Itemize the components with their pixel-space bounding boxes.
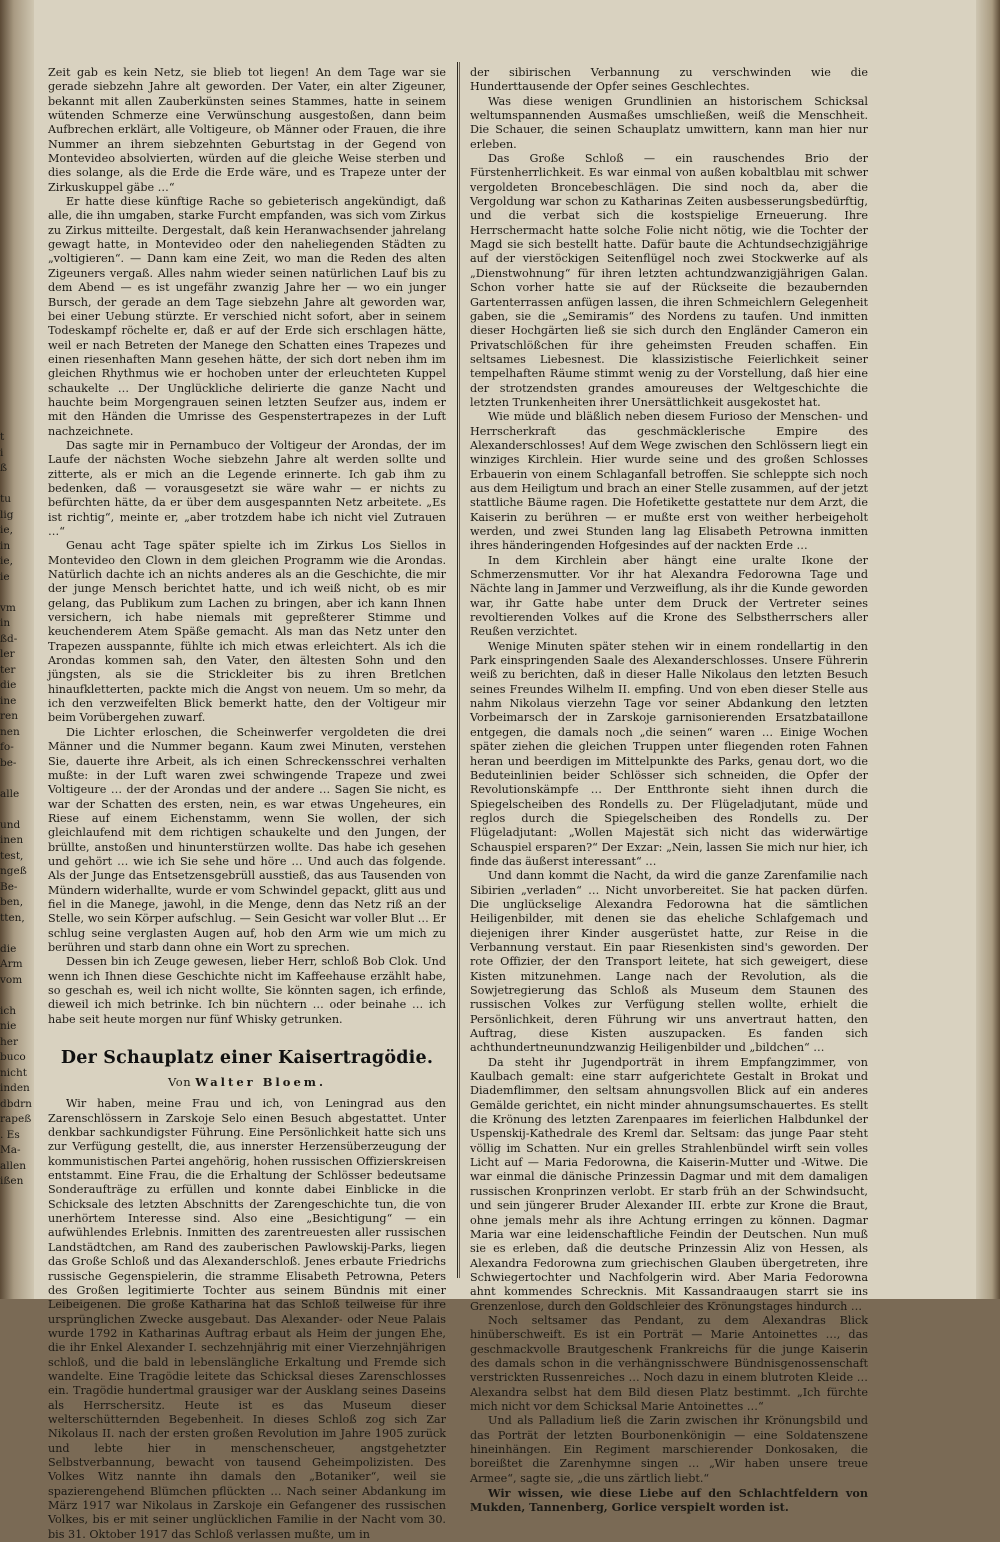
margin-fragment: ie, [0, 555, 13, 567]
margin-fragment: die [0, 942, 17, 955]
paragraph: Und als Palladium ließ die Zarin zwischen ihr Krönungsbild und das Porträt der letzten Bourbonenkönigin — eine Soldatenszene hineinhängen. Ein Regiment marschierender Donkosaken, die boreißtet die Zarenhymne singen … „Wir haben unsere treue Armee“, sagte sie, „die uns zärtlich liebt.“ [470, 1414, 868, 1485]
margin-fragment: die [0, 679, 17, 691]
margin-fragment: her [0, 1035, 18, 1048]
margin-fragment: t [0, 431, 5, 443]
margin-fragment: lig [0, 508, 14, 521]
paragraph: Er hatte diese künftige Rache so gebieterisch angekündigt, daß alle, die ihn umgaben, starke Furcht empfanden, was sich vom Zirkus zu Zirkus mitteilte. Dergestalt, daß kein Heranwachsender jahrelang gewagt hatte, in Montevideo oder den naheliegenden Städten zu „voltigieren“. — Dann kam eine Zeit, wo man die Reden des alten Zigeuners vergaß. Alles nahm wieder seinen natürlichen Lauf bis zu dem Abend — es ist ungefähr zwanzig Jahre her — wo ein junger Bursch, der gerade an dem Tage siebzehn Jahre alt geworden war, bei einer Uebung stürzte. Er verschied nicht sofort, aber in seinem Todeskampf röchelte er, daß er auf der Erde sich erschlagen hätte, weil er nach Betreten der Manege den Schatten eines Trapezes und einen riesenhaften Mann gesehen hätte, der sich dort neben ihm im gleichen Rhythmus wie er hochoben unter der erleuchteten Kuppel schaukelte … Der Unglückliche delirierte die ganze Nacht und hauchte beim Morgengrauen seinen letzten Seufzer aus, indem er mit den Händen die Umrisse des Gespenstertrapezes in der Luft nachzeichnete. [48, 195, 446, 438]
margin-fragment [0, 771, 30, 787]
paragraph: Da steht ihr Jugendporträt in ihrem Empfangzimmer, von Kaulbach gemalt: eine starr aufgerichtete Gestalt in Brokat und Diademflimmer, den seltsam ahnungsvollen Blick auf ein anderes Gemälde gerichtet, ein nicht minder ahnungsumschauertes. Es stellt die Krönung des letzten Zarenpaares im feierlichen Halbdunkel der Uspenskij-Kathedrale des Kreml dar. Seltsam: das junge Paar steht völlig im Schatten. Nur ein grelles Strahlenbündel wirft sein volles Licht auf — Maria Fedorowna, die Kaiserin-Mutter und -Witwe. Die war einmal die dänische Prinzessin Dagmar und mit dem damaligen russischen Kronprinzen verlobt. Er starb früh an der Schwindsucht, und sein jüngerer Bruder Alexander III. erbte zur Krone die Braut, ohne jemals mehr als ihre Achtung erringen zu können. Dagmar Maria war eine leidenschaftliche Feindin der Deutschen. Nun muß sie es erleben, daß die deutsche Prinzessin Aliz von Hessen, als Alexandra Fedorowna zum griechischen Glauben übergetreten, ihre Schwiegertochter und Nachfolgerin wird. Aber Maria Fedorowna ahnt kommendes Schrecknis. Mit Kassandraaugen starrt sie ins Grenzenlose, durch den Goldschleier des Krönungstages hindurch … [470, 1055, 868, 1313]
margin-fragment: ie [0, 570, 10, 583]
previous-page-fragments [0, 430, 30, 1290]
margin-fragment: nen [0, 725, 20, 738]
paragraph: Das Große Schloß — ein rauschendes Brio der Fürstenherrlichkeit. Es war einmal von außen kobaltblau mit schwer vergoldeten Broncebeschlägen. Die sind noch da, aber die Vergoldung war schon zu Katharinas Zeiten ausbesserungsbedürftig, und die verbat sich die kostspielige Erneuerung. Ihre Herrschermacht hatte solche Folie nicht nötig, wie die Tochter der Magd sie sich bestellt hatte. Dafür baute die Achtundsechzigjährige auf der vierstöckigen Seitenflügel noch zwei Stockwerke auf als „Dienstwohnung“ für ihren letzten achtundzwanzigjährigen Galan. Schon vorher hatte sie auf der Rückseite die bezaubernden Gartenterrassen anfügen lassen, die ihren Schmeichlern Gelegenheit gaben, sie die „Semiramis“ des Nordens zu taufen. Und inmitten dieser Hochgärten ließ sie sich durch den Engländer Cameron ein Privatschlößchen für ihre geheimsten Freuden schaffen. Ein seltsames Liebesnest. Die klassizistische Feierlichkeit seiner tempelhaften Räume stimmt wenig zu der Vorstellung, daß hier eine der strotzendsten grandes amoureuses der Weltgeschichte die letzten Trunkenheiten ihrer Unersättlichkeit ausgekostet hat. [470, 152, 868, 409]
article-headline: Der Schauplatz einer Kaisertragödie. [60, 1048, 434, 1069]
margin-fragment [0, 988, 30, 1004]
margin-fragment: ßd- [0, 632, 18, 645]
margin-fragment: ren [0, 710, 18, 722]
margin-fragment: inden [0, 1082, 30, 1094]
right-column [470, 66, 868, 1515]
paragraph: Wie müde und bläßlich neben diesem Furioso der Menschen- und Herrscherkraft das geschmäcklerische Empire des Alexanderschlosses! Auf dem Wege zwischen den Schlössern liegt ein winziges Kirchlein. Hier wurde seine und des großen Schlosses Erbauerin von einem Schlaganfall betroffen. Sie schleppte sich noch aus dem Heiligtum und brach an einer Stelle zusammen, auf der jetzt stattliche Bäume ragen. Die Hofetikette gestattete nur dem Arzt, die Kaiserin zu berühren — er mußte erst von weither herbeigeholt werden, und zwei Stunden lang lag Elisabeth Petrowna inmitten ihres händeringenden Hofgesindes auf der nackten Erde … [470, 410, 868, 553]
paragraph: Zeit gab es kein Netz, sie blieb tot liegen! An dem Tage war sie gerade siebzehn Jahre alt geworden. Der Vater, ein alter Zigeuner, bekannt mit allen Zauberkünsten seines Stammes, hatte in seinem wütenden Schmerze eine Verwünschung ausgestoßen, dann beim Aufbrechen erklärt, alle Voltigeure, ob Männer oder Frauen, die ihre Nummer an ihrem siebzehnten Geburtstag in der Gegend von Montevideo absolvierten, würden auf die gleiche Weise sterben und dies solange, als die Erde die Erde wäre, und es Trapeze unter der Zirkuskuppel gäbe …“ [48, 66, 446, 194]
margin-fragment: ngeß [0, 865, 27, 877]
margin-fragment: buco [0, 1051, 26, 1063]
column-rule [457, 62, 458, 1278]
margin-fragment: ie, [0, 524, 13, 536]
paragraph: Wenige Minuten später stehen wir in einem rondellartig in den Park einspringenden Saale des Alexanderschlosses. Unsere Führerin weiß zu berichten, daß in dieser Halle Nikolaus den letzten Besuch seines Freundes Wilhelm II. empfing. Und von eben dieser Stelle aus nahm Nikolaus vierzehn Tage vor seiner Abdankung den letzten Vorbeimarsch der in Zarskoje garnisonierenden Ersatzbataillone entgegen, die damals noch „die seinen“ waren … Einige Wochen später ziehen die gleichen Truppen unter fliegenden roten Fahnen heran und beerdigen im Mittelpunkte des Parks, genau dort, wo die Beduteinlinien beider Schlösser sich schneiden, die Opfer der Revolutionskämpfe … Der Entthronte sieht ihnen durch die Spiegelscheiben des Rondells zu. Der Flügeladjutant, müde und reglos durch die Spiegelscheiben des Rondells zu. Der Flügeladjutant: „Wollen Majestät sich nicht das widerwärtige Schauspiel ersparen?“ Der Exzar: „Nein, lassen Sie mich nur hier, ich finde das äußerst interessant“ … [470, 639, 868, 868]
margin-fragment: ler [0, 648, 15, 660]
margin-fragment: ißen [0, 1175, 24, 1187]
margin-fragment: Ma- [0, 1144, 21, 1156]
margin-fragment: dbdrn [0, 1097, 32, 1110]
paragraph: Noch seltsamer das Pendant, zu dem Alexandras Blick hinüberschweift. Es ist ein Porträt — Marie Antoinettes …, das geschmackvolle Brautgeschenk Frankreichs für die junge Kaiserin des damals schon in die verhängnisschwere Bündnisgenossenschaft verstrickten Russenreiches … Noch dazu in einem blutroten Kleide … Alexandra selbst hat dem Bild diesen Platz bestimmt. „Ich fürchte mich nicht vor dem Schicksal Marie Antoinettes …“ [470, 1313, 868, 1413]
margin-fragment: alle [0, 787, 20, 800]
margin-fragment: tu [0, 493, 11, 505]
margin-fragment: i [0, 446, 4, 459]
margin-fragment [0, 802, 30, 818]
margin-fragment: Arm [0, 958, 23, 970]
column-rule-shadow [459, 62, 460, 1278]
margin-fragment: be- [0, 756, 17, 769]
margin-fragment: nie [0, 1020, 17, 1032]
margin-fragment [0, 477, 30, 493]
paragraph: Wir wissen, wie diese Liebe auf den Schlachtfeldern von Mukden, Tannenberg, Gorlice verspielt worden ist. [470, 1486, 868, 1515]
margin-fragment: in [0, 617, 11, 629]
byline-prefix: Von [168, 1075, 192, 1090]
margin-fragment: test, [0, 849, 24, 862]
paragraph: In dem Kirchlein aber hängt eine uralte Ikone der Schmerzensmutter. Vor ihr hat Alexandra Fedorowna Tage und Nächte lang in Jammer und Verzweiflung, als ihr die Kunde geworden war, ihr Gatte habe unter dem Druck der Vertreter seines revoltierenden Volkes auf die Krone des Selbstherrschers aller Reußen verzichtet. [470, 553, 868, 639]
margin-fragment: ter [0, 663, 16, 676]
margin-fragment [0, 926, 30, 942]
margin-fragment: allen [0, 1159, 26, 1172]
byline-author: Walter Bloem. [195, 1075, 326, 1090]
paragraph: der sibirischen Verbannung zu verschwinden wie die Hunderttausende der Opfer seines Geschlechtes. [470, 66, 868, 94]
margin-fragment: rapeß [0, 1113, 32, 1125]
margin-fragment: vm [0, 601, 16, 614]
margin-fragment: ich [0, 1004, 17, 1017]
margin-fragment: ß [0, 462, 8, 474]
paragraph: Dessen bin ich Zeuge gewesen, lieber Herr, schloß Bob Clok. Und wenn ich Ihnen diese Geschichte nicht im Kaffeehause erzählt habe, so geschah es, weil ich nicht wollte, Sie könnten sagen, ich erfinde, dieweil ich mich betrinke. Ich bin nüchtern … oder beinahe … ich habe seit heute morgen nur fünf Whisky getrunken. [48, 955, 446, 1026]
left-column [48, 66, 446, 1542]
margin-fragment: tten, [0, 911, 25, 924]
margin-fragment: in [0, 539, 11, 552]
margin-fragment: Be- [0, 880, 18, 893]
margin-fragment: vom [0, 973, 23, 986]
article-byline [48, 1075, 446, 1089]
margin-fragment: und [0, 818, 21, 831]
paragraph: Was diese wenigen Grundlinien an historischem Schicksal weltumspannenden Ausmaßes umschließen, weiß die Menschheit. Die Schauer, die seinen Schauplatz umwittern, kann man hier nur erleben. [470, 94, 868, 151]
page-edge [976, 0, 1000, 1299]
paragraph: Das sagte mir in Pernambuco der Voltigeur der Arondas, der im Laufe der nächsten Woche siebzehn Jahre alt werden sollte und zitterte, als er mich an die Legende erinnerte. Ich gab ihm zu bedenken, daß — vorausgesetzt sie wäre wahr — er nichts zu befürchten hätte, da er über dem ausgespannten Netz arbeitete. „Es ist richtig“, meinte er, „aber trotzdem habe ich nicht viel Zutrauen …“ [48, 438, 446, 538]
margin-fragment: nicht [0, 1066, 27, 1079]
margin-fragment: . Es [0, 1128, 20, 1141]
margin-fragment: ine [0, 694, 17, 707]
paragraph: Genau acht Tage später spielte ich im Zirkus Los Siellos in Montevideo den Clown in dem gleichen Programm wie die Arondas. Natürlich dachte ich an nichts anderes als an die Geschichte, die mir der junge Mensch berichtet hatte, und ich weiß nicht, ob es mir gelang, das Publikum zum Lachen zu bringen, aber ich kann Ihnen versichern, ich habe niemals mit gepreßterer Stimme und keuchenderem Atem Späße gemacht. Als man das Netz unter den Trapezen ausspannte, fühlte ich mich etwas erleichtert. Als ich die Arondas kommen sah, den Vater, den ältesten Sohn und den jüngsten, als sie die Strickleiter bis zu ihren Bretlchen hinaufkletterten, packte mich die Angst von neuem. Um so mehr, da ich den verzweifelten Blick bemerkt hatte, den der Voltigeur mir beim Vorübergehen zuwarf. [48, 539, 446, 725]
paragraph: Und dann kommt die Nacht, da wird die ganze Zarenfamilie nach Sibirien „verladen“ … Nicht unvorbereitet. Sie hat packen dürfen. Die unglückselige Alexandra Fedorowna hat die sämtlichen Heiligenbilder, mit denen sie das eheliche Schlafgemach und diejenigen ihrer Kinder ausgerüstet hatte, zur Reise in die Verbannung verstaut. Ein paar Riesenkisten sind's geworden. Der rote Offizier, der den Transport leitete, hat sich geweigert, diese Kisten mitzunehmen. Lange nach der Revolution, als die Sowjetregierung das Schloß als Museum dem Staunen des russischen Volkes zur Verfügung stellen wollte, erhielt die Persönlichkeit, deren Führung wir uns anvertraut hatten, den Auftrag, diese Kisten auszupacken. Es fanden sich achthundertneunundzwanzig Heiligenbilder und „bildchen“ … [470, 869, 868, 1055]
margin-fragment: inen [0, 834, 24, 846]
margin-fragment [0, 585, 30, 601]
paragraph: Die Lichter erloschen, die Scheinwerfer vergoldeten die drei Männer und die Nummer begann. Kaum zwei Minuten, verstehen Sie, dauerte ihre Arbeit, als ich einen Schreckensschrei verhalten mußte: in der Luft waren zwei schwingende Trapeze und zwei Voltigeure … der der Arondas und der andere … Sagen Sie nicht, es war der Schatten des ersten, nein, es war etwas Ungeheures, ein Riese auf einem Eichenstamm, wenn Sie wollen, der sich gleichlaufend mit dem richtigen schaukelte und den Jungen, der brüllte, anstoßen und hinunterstürzen wollte. Das habe ich gesehen und gehört … wie ich Sie sehe und höre … Und auch das folgende. Als der Junge das Entsetzensgebrüll ausstieß, das aus Tausenden von Mündern widerhallte, wurde er vom Schwindel gepackt, glitt aus und fiel in die Manege, jawohl, in die Menge, denn das Netz riß an der Stelle, wo sein Körper aufschlug. — Sein Gesicht war voller Blut … Er schlug seine verglasten Augen auf, hob den Arm wie um mich zu berühren und starb dann ohne ein Wort zu sprechen. [48, 725, 446, 954]
margin-fragment: ben, [0, 896, 24, 908]
paragraph: Wir haben, meine Frau und ich, von Leningrad aus den Zarenschlössern in Zarskoje Selo einen Besuch abgestattet. Unter denkbar sachkundigster Führung. Eine Persönlichkeit hatte sich uns zur Verfügung gestellt, die, aus innerster Herzensüberzeugung der kommunistischen Partei angehörig, hohen russischen Offizierskreisen entstammt. Eine Frau, die die Erhaltung der Schlösser bedeutsame Sonderaufträge zu erfüllen und konnte dabei Einblicke in die Schicksale des letzten Abschnitts der Zarengeschichte tun, die von unerhörtem Interesse sind. Also eine „Besichtigung“ — ein aufwühlendes Erlebnis. Inmitten des zarentreuesten aller russischen Landstädtchen, am Rand des zauberischen Pawlowskij-Parks, liegen das Große Schloß und das Alexanderschloß. Jenes erbaute Friedrichs russische Gegenspielerin, die stramme Elisabeth Petrowna, Peters des Großen legitimierte Tochter aus seinem Bündnis mit einer Leibeigenen. Die große Katharina hat das Schloß teilweise für ihre ursprünglichen Zwecke ausgebaut. Das Alexander- oder Neue Palais wurde 1792 in Katharinas Auftrag erbaut als Heim der jungen Ehe, die ihr Enkel Alexander I. sechzehnjährig mit einer Vierzehnjährigen schloß, und die bald in lebenslängliche Erkaltung und Fremde sich wandelte. Eine Tragödie leitete das Schicksal dieses Zarenschlosses ein. Tragödie hundertmal grausiger war der Ausklang seines Daseins als Herrschersitz. Heute ist es das Museum dieser welterschütternden Begebenheit. In dieses Schloß zog sich Zar Nikolaus II. nach der ersten großen Revolution im Jahre 1905 zurück und lebte hier in menschenscheuer, angstgehetzter Selbstverbannung, bewacht von tausend Geheimpolizisten. Des Volkes Witz nannte ihn damals den „Botaniker“, weil sie spazierengehend Blümchen pflückten … Nach seiner Abdankung im März 1917 war Nikolaus in Zarskoje ein Gefangener des russischen Volkes, bis er mit seiner unglücklichen Familie in der Nacht vom 30. bis 31. Oktober 1917 das Schloß verlassen mußte, um in [48, 1097, 446, 1541]
margin-fragment: fo- [0, 741, 14, 753]
